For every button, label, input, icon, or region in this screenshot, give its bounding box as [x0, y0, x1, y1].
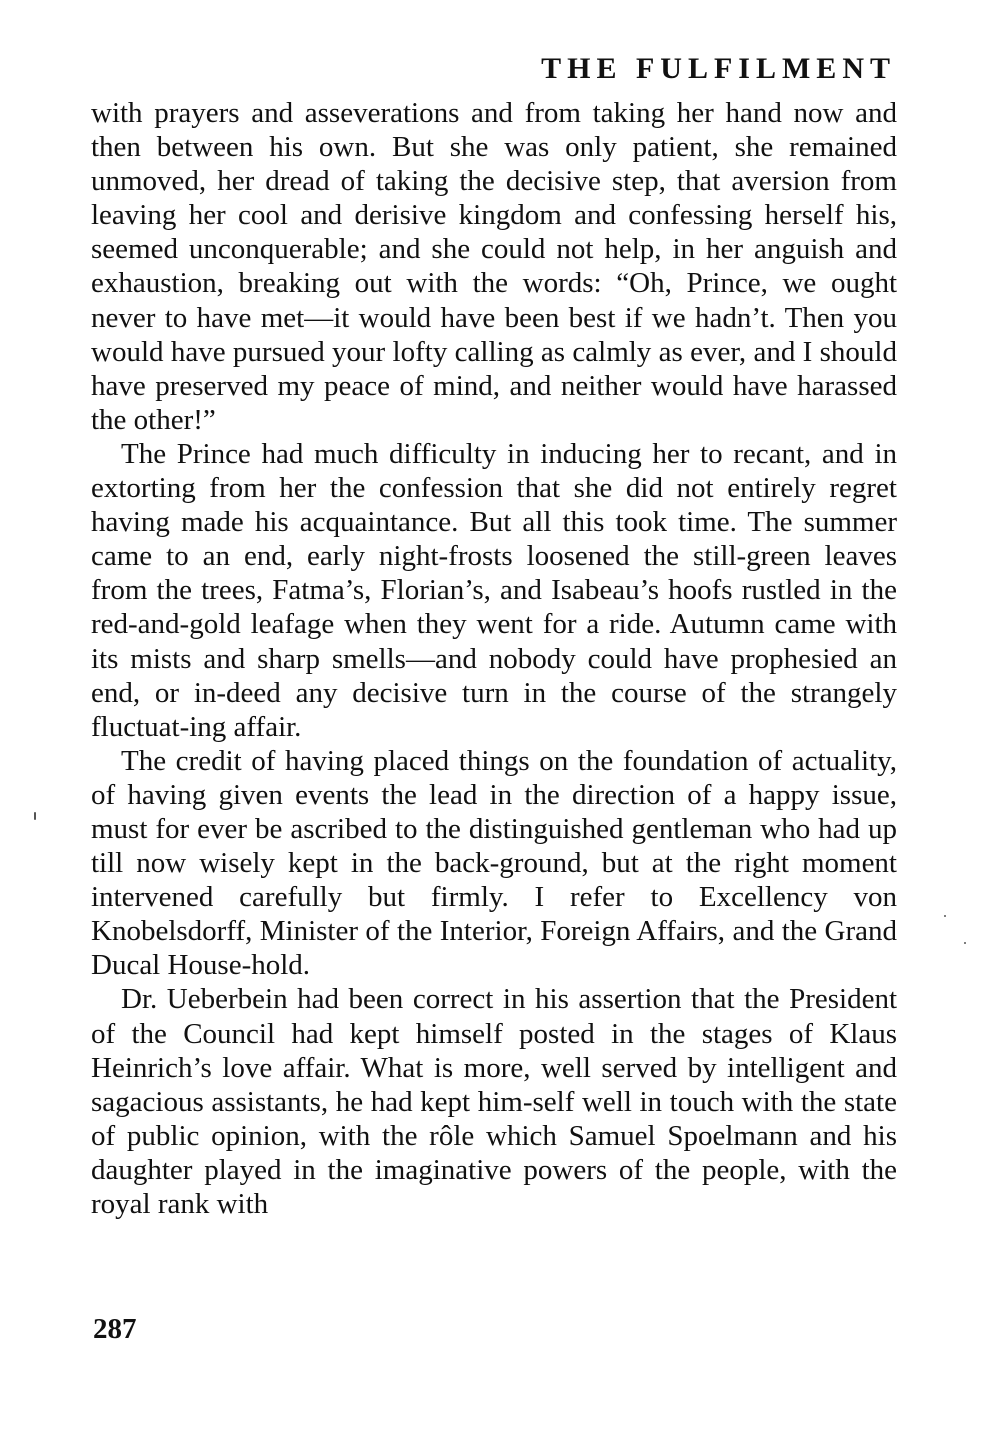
paragraph-ueberbein: Dr. Ueberbein had been correct in his assertion that the President of the Council had kept himself posted in the stages of Klaus Heinrich’s love affair. What is more, well served by intelligent and sagacious assistants, he had kept him-self well in touch with the state of public opinion, with the rôle which Samuel Spoelmann and his daughter played in the imaginative powers of the people, with the royal rank with — [91, 983, 897, 1220]
paragraph-credit: The credit of having placed things on the foundation of actuality, of having given events the lead in the direction of a happy issue, must for ever be ascribed to the distinguished gentleman who had up till now wisely kept in the back-ground, but at the right moment intervened carefully but firmly. I refer to Excellency von Knobelsdorff, Minister of the Interior, Foreign Affairs, and the Grand Ducal House-hold. — [91, 744, 897, 982]
body-text — [91, 96, 897, 1221]
scan-speck — [944, 915, 946, 917]
running-head: THE FULFILMENT — [541, 52, 896, 85]
paragraph-continued: with prayers and asseverations and from taking her hand now and then between his own. But she was only patient, she remained unmoved, her dread of taking the decisive step, that aversion from leaving her cool and derisive kingdom and confessing herself his, seemed unconquerable; and she could not help, in her anguish and exhaustion, breaking out with the words: “Oh, Prince, we ought never to have met—it would have been best if we hadn’t. Then you would have pursued your lofty calling as calmly as ever, and I should have preserved my peace of mind, and neither would have harassed the other!” — [91, 97, 897, 436]
paragraph-prince-difficulty: The Prince had much difficulty in inducing her to recant, and in extorting from her the confession that she did not entirely regret having made his acquaintance. But all this took time. The summer came to an end, early night-frosts loosened the still-green leaves from the trees, Fatma’s, Florian’s, and Isabeau’s hoofs rustled in the red-and-gold leafage when they went for a ride. Autumn came with its mists and sharp smells—and nobody could have prophesied an end, or in-deed any decisive turn in the course of the strangely fluctuat-ing affair. — [91, 437, 897, 743]
page-number: 287 — [93, 1313, 137, 1345]
scan-speck — [964, 942, 966, 944]
scan-speck — [34, 812, 36, 820]
